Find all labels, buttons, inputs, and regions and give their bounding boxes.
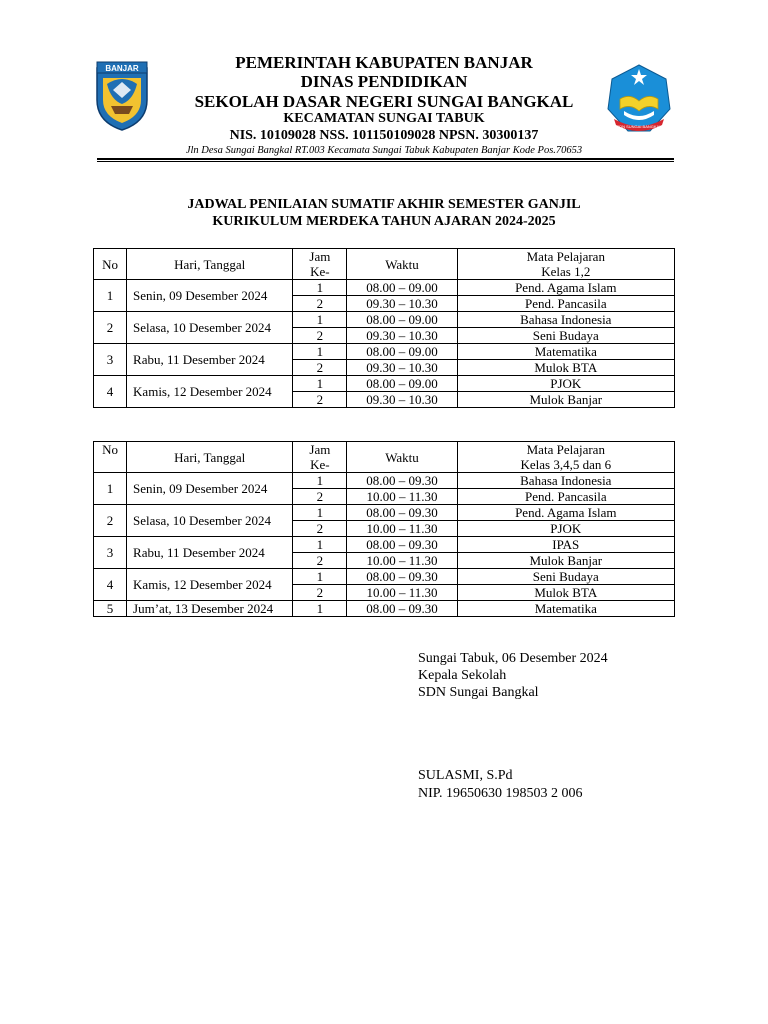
day-date: Kamis, 12 Desember 2024 [127, 376, 293, 408]
session-subject: Seni Budaya [457, 569, 674, 585]
table-row [94, 505, 675, 521]
signature-place-date: Sungai Tabuk, 06 Desember 2024 [418, 651, 608, 666]
session-time: 08.00 – 09.00 [347, 312, 457, 328]
kop-line-department: DINAS PENDIDIKAN [300, 72, 468, 91]
banjar-crest-text: BANJAR [105, 64, 139, 73]
session-number: 2 [293, 392, 347, 408]
school-logo-text: SDN SUNGAI BANGKAL [616, 124, 662, 129]
day-date: Kamis, 12 Desember 2024 [127, 569, 293, 601]
session-number: 2 [293, 585, 347, 601]
table-row [94, 473, 675, 489]
session-time: 08.00 – 09.00 [347, 376, 457, 392]
day-date: Selasa, 10 Desember 2024 [127, 312, 293, 344]
session-number: 1 [293, 601, 347, 617]
table-row [94, 537, 675, 553]
letterhead-divider-thin [97, 161, 674, 162]
session-time: 08.00 – 09.30 [347, 505, 457, 521]
session-time: 08.00 – 09.30 [347, 569, 457, 585]
kop-address: Jln Desa Sungai Bangkal RT.003 Kecamata Sungai Tabuk Kabupaten Banjar Kode Pos.70653 [185, 145, 583, 156]
session-subject: Pend. Agama Islam [457, 280, 674, 296]
session-subject: Matematika [457, 344, 674, 360]
session-time: 08.00 – 09.30 [347, 601, 457, 617]
table-row [94, 280, 675, 296]
header-jam: Jam Ke- [293, 442, 347, 473]
session-number: 1 [293, 344, 347, 360]
header-no: No [94, 442, 127, 473]
signature-name: SULASMI, S.Pd [418, 768, 513, 783]
session-time: 10.00 – 11.30 [347, 489, 457, 505]
session-subject: Mulok BTA [457, 360, 674, 376]
kop-line-government: PEMERINTAH KABUPATEN BANJAR [235, 53, 533, 72]
day-date: Rabu, 11 Desember 2024 [127, 537, 293, 569]
session-number: 2 [293, 360, 347, 376]
table-row [94, 376, 675, 392]
row-number: 4 [94, 376, 127, 408]
day-date: Selasa, 10 Desember 2024 [127, 505, 293, 537]
session-number: 2 [293, 521, 347, 537]
day-date: Jum’at, 13 Desember 2024 [127, 601, 293, 617]
kop-line-school: SEKOLAH DASAR NEGERI SUNGAI BANGKAL [194, 92, 574, 111]
session-time: 09.30 – 10.30 [347, 296, 457, 312]
document-title: JADWAL PENILAIAN SUMATIF AKHIR SEMESTER GANJIL [187, 197, 581, 212]
row-number: 5 [94, 601, 127, 617]
table-row [94, 569, 675, 585]
session-subject: PJOK [457, 376, 674, 392]
header-no: No [94, 249, 127, 280]
session-time: 08.00 – 09.30 [347, 473, 457, 489]
row-number: 1 [94, 473, 127, 505]
session-subject: Pend. Pancasila [457, 489, 674, 505]
table-row [94, 601, 675, 617]
day-date: Rabu, 11 Desember 2024 [127, 344, 293, 376]
row-number: 4 [94, 569, 127, 601]
kop-line-ids: NIS. 10109028 NSS. 101150109028 NPSN. 30300137 [229, 128, 539, 143]
session-subject: PJOK [457, 521, 674, 537]
session-number: 2 [293, 553, 347, 569]
session-number: 1 [293, 569, 347, 585]
day-date: Senin, 09 Desember 2024 [127, 473, 293, 505]
session-subject: Mulok BTA [457, 585, 674, 601]
session-subject: Matematika [457, 601, 674, 617]
document-subtitle: KURIKULUM MERDEKA TAHUN AJARAN 2024-2025 [212, 214, 556, 229]
session-number: 2 [293, 296, 347, 312]
letterhead-divider [97, 158, 674, 160]
session-subject: Pend. Pancasila [457, 296, 674, 312]
session-time: 08.00 – 09.00 [347, 344, 457, 360]
signature-nip: NIP. 19650630 198503 2 006 [418, 786, 583, 801]
schedule-table-class-3-6 [93, 441, 675, 617]
session-subject: Pend. Agama Islam [457, 505, 674, 521]
session-time: 08.00 – 09.00 [347, 280, 457, 296]
session-time: 09.30 – 10.30 [347, 360, 457, 376]
session-number: 1 [293, 312, 347, 328]
session-number: 2 [293, 328, 347, 344]
row-number: 3 [94, 537, 127, 569]
signature-role: Kepala Sekolah [418, 668, 507, 683]
kop-line-district: KECAMATAN SUNGAI TABUK [283, 111, 485, 126]
session-time: 10.00 – 11.30 [347, 585, 457, 601]
session-subject: IPAS [457, 537, 674, 553]
session-number: 1 [293, 505, 347, 521]
header-subject: Mata Pelajaran Kelas 1,2 [457, 249, 674, 280]
header-subject: Mata Pelajaran Kelas 3,4,5 dan 6 [457, 442, 674, 473]
row-number: 1 [94, 280, 127, 312]
header-time: Waktu [347, 249, 457, 280]
session-number: 2 [293, 489, 347, 505]
session-subject: Seni Budaya [457, 328, 674, 344]
header-jam: Jam Ke- [293, 249, 347, 280]
session-number: 1 [293, 280, 347, 296]
session-number: 1 [293, 537, 347, 553]
schedule-table-class-1-2 [93, 248, 675, 408]
session-time: 09.30 – 10.30 [347, 392, 457, 408]
session-time: 08.00 – 09.30 [347, 537, 457, 553]
session-number: 1 [293, 376, 347, 392]
session-time: 10.00 – 11.30 [347, 553, 457, 569]
row-number: 2 [94, 312, 127, 344]
header-day: Hari, Tanggal [127, 442, 293, 473]
table-row [94, 312, 675, 328]
header-time: Waktu [347, 442, 457, 473]
row-number: 3 [94, 344, 127, 376]
session-time: 09.30 – 10.30 [347, 328, 457, 344]
table-row [94, 344, 675, 360]
session-number: 1 [293, 473, 347, 489]
header-day: Hari, Tanggal [127, 249, 293, 280]
session-subject: Mulok Banjar [457, 392, 674, 408]
session-subject: Mulok Banjar [457, 553, 674, 569]
session-subject: Bahasa Indonesia [457, 312, 674, 328]
session-subject: Bahasa Indonesia [457, 473, 674, 489]
session-time: 10.00 – 11.30 [347, 521, 457, 537]
row-number: 2 [94, 505, 127, 537]
day-date: Senin, 09 Desember 2024 [127, 280, 293, 312]
signature-school: SDN Sungai Bangkal [418, 685, 539, 700]
